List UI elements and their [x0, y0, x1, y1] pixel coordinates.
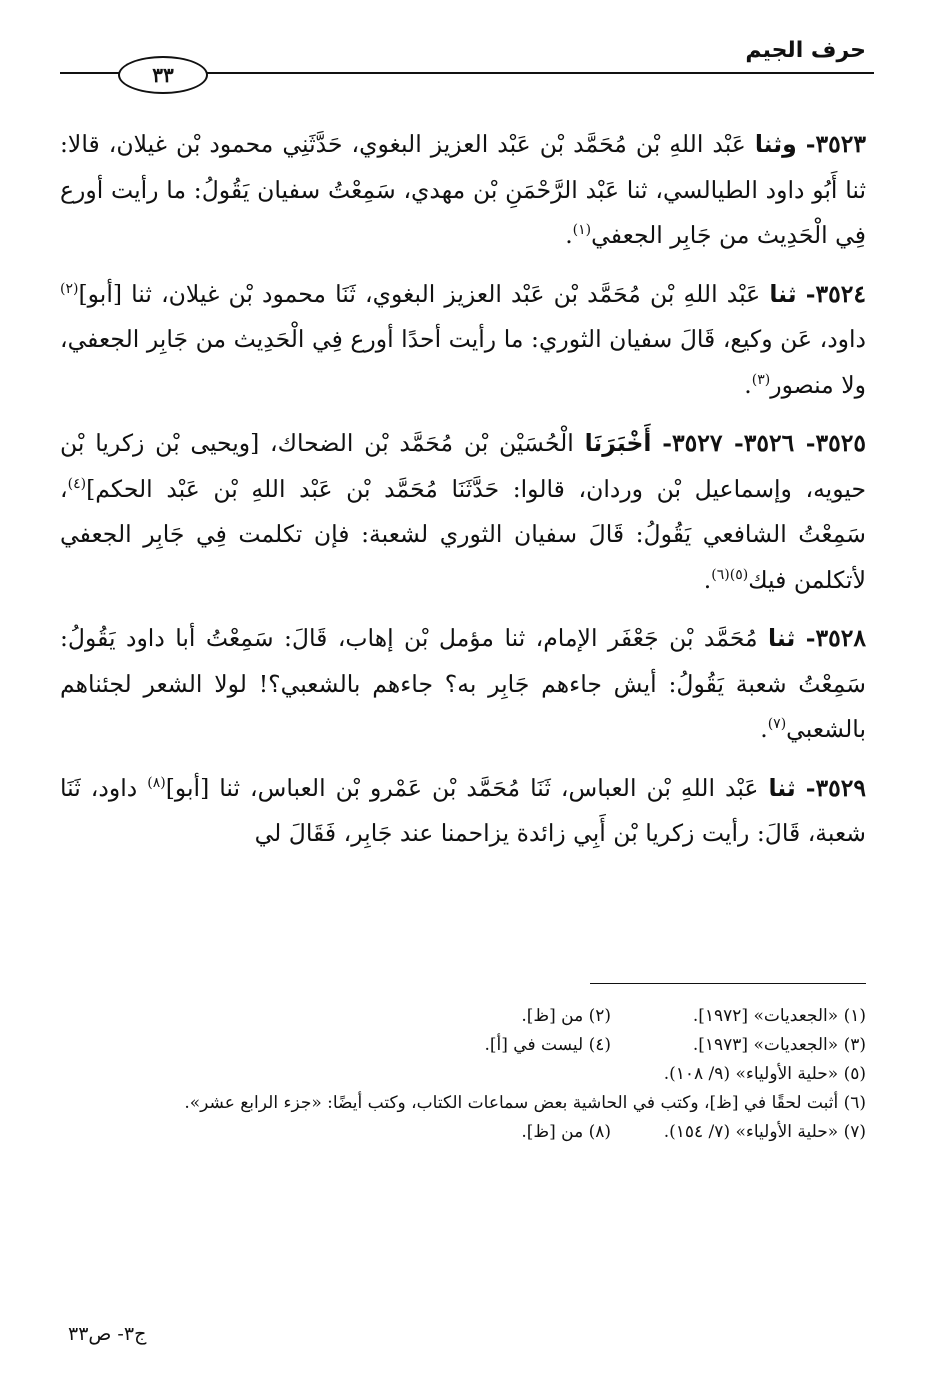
entry-end: .: [703, 565, 712, 594]
entry-number: ٣٥٢٩-: [805, 773, 866, 802]
footnote-7: (٧) «حلية الأولياء» (٧/ ١٥٤).: [663, 1122, 866, 1142]
narration-keyword: ثنا: [768, 773, 796, 802]
footnote-5: (٥) «حلية الأولياء» (٩/ ١٠٨).: [663, 1064, 866, 1084]
entry-3528: [60, 616, 866, 753]
footnote-ref: (٧): [767, 716, 787, 733]
footnote-1: (١) «الجعديات» [١٩٧٢].: [692, 1006, 866, 1026]
narration-keyword: أَخْبَرَنَا: [584, 429, 652, 457]
footnote-6: (٦) أثبت لحقًا في [ظ]، وكتب في الحاشية بعض سماعات الكتاب، وكتب أيضًا: «جزء الرابع عشر».: [184, 1093, 866, 1113]
footnote-ref: (٢): [60, 280, 79, 297]
narration-keyword: ثنا: [769, 279, 797, 308]
entry-text-continued: داود، ثَنَا شعبة، قَالَ: رأيت زكريا بْن أَبِي زائدة يزاحمنا عند جَابِر، فَقَالَ لي: [60, 773, 866, 847]
entry-text: الْحُسَيْن بْن مُحَمَّد بْن الضحاك، [ويحيى بْن زكريا بْن حيويه، وإسماعيل بْن وردان، قالوا: حَدَّثَنَا مُحَمَّد بْن عَبْد اللهِ بْن عَبْد الحكم]: [60, 429, 866, 503]
narration-keyword: ثنا: [768, 624, 796, 652]
entry-text-continued: داود، عَن وكيع، قَالَ سفيان الثوري: ما رأيت أحدًا أورع فِي الْحَدِيث من جَابِر الجعفي، ولا منصور: [60, 325, 866, 399]
footnote-ref: (٥)(٦): [711, 566, 749, 583]
narration-keyword: وثنا: [754, 130, 797, 158]
footnote-2: (٢) من [ظ].: [521, 1006, 611, 1026]
footnote-row: [60, 1118, 866, 1147]
entry-end: .: [565, 221, 573, 249]
entry-text: عَبْد اللهِ بْن مُحَمَّد بْن عَبْد العزيز البغوي، ثَنَا محمود بْن غيلان، ثنا [أبو]: [78, 279, 770, 308]
entry-number: ٣٥٢٣-: [805, 130, 866, 158]
footnote-row: [60, 1031, 866, 1060]
entry-3524: [60, 272, 866, 409]
page-header-title: حرف الجيم: [745, 38, 866, 63]
footnote-ref: (١): [572, 222, 592, 239]
footnote-ref: (٣): [751, 371, 771, 388]
footnote-row: [60, 1002, 866, 1031]
footnote-4: (٤) ليست في [أ].: [484, 1035, 611, 1055]
page-number-oval: ٣٣: [118, 56, 208, 94]
entry-end: .: [760, 715, 768, 743]
footnote-ref: (٤): [67, 475, 87, 492]
entry-3529: [60, 766, 866, 857]
entry-text: مُحَمَّد بْن جَعْفَر الإمام، ثنا مؤمل بْن إهاب، قَالَ: سَمِعْتُ أبا داود يَقُولُ: سَمِعْتُ شعبة يَقُولُ: أيش جاءهم جَابِر به؟ جاءهم بالشعبي؟! لولا الشعر لجئناهم بالشعبي: [60, 624, 866, 743]
footnotes: [60, 1002, 866, 1147]
entry-number: ٣٥٢٨-: [805, 624, 866, 652]
entry-number: ٣٥٢٥- ٣٥٢٦- ٣٥٢٧-: [662, 429, 867, 457]
volume-page-reference: ج٣- ص٣٣: [68, 1323, 147, 1345]
footnote-8: (٨) من [ظ].: [521, 1122, 611, 1142]
footnote-3: (٣) «الجعديات» [١٩٧٣].: [692, 1035, 866, 1055]
main-text: [60, 122, 866, 870]
entry-3525-3527: [60, 421, 866, 603]
entry-end: .: [744, 370, 752, 399]
entry-3523: [60, 122, 866, 259]
entry-text-continued: ، سَمِعْتُ الشافعي يَقُولُ: قَالَ سفيان الثوري لشعبة: فإن تكلمت فِي جَابِر الجعفي لأتكلمن فيك: [60, 474, 866, 594]
footnote-ref: (٨): [147, 774, 166, 791]
entry-number: ٣٥٢٤-: [805, 279, 866, 308]
footnote-separator: [590, 983, 866, 984]
entry-text: عَبْد اللهِ بْن العباس، ثَنَا مُحَمَّد بْن عَمْرو بْن العباس، ثنا [أبو]: [165, 773, 769, 802]
entry-text: عَبْد اللهِ بْن مُحَمَّد بْن عَبْد العزيز البغوي، حَدَّثَنِي محمود بْن غيلان، قالا: ثنا أَبُو داود الطيالسي، ثنا عَبْد الرَّحْمَنِ بْن مهدي، سَمِعْتُ سفيان يَقُولُ: ما رأيت أورع فِي الْحَدِيث من جَابِر الجعفي: [60, 130, 866, 249]
